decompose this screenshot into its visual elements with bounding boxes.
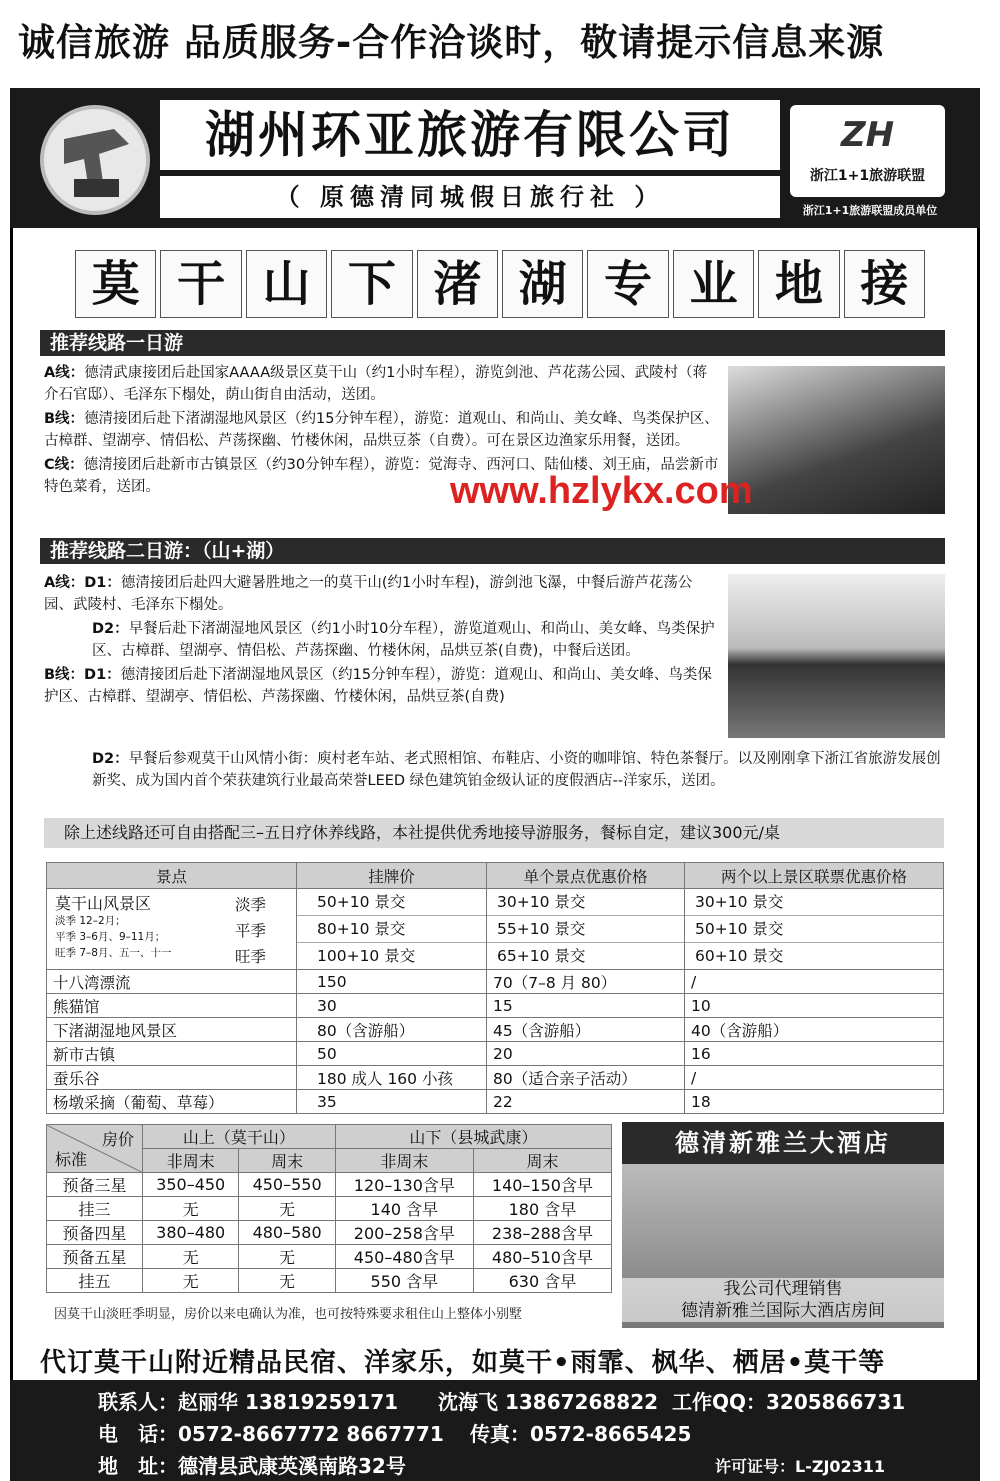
hotel-price-table: 房价 标准 山上（莫干山） 山下（县城武康） 非周末 周末 非周末 周末 预备三星 350–450 450–550 120–130含早 140–150含早 挂三 无 无 140 含早 180 含早 预备四星 380–480 480–580 200–258含早 238–288含早 预备五星 无 无 450–480含早 480–510含早 挂五 无 无 550 含早 630 含早: [46, 1124, 612, 1293]
slogan-char: 地: [758, 250, 839, 318]
section-twoday-title: 推荐线路二日游：（山+湖）: [40, 538, 945, 564]
booking-line: 代订莫干山附近精品民宿、洋家乐，如莫干•雨霏、枫华、栖居•莫干等: [40, 1348, 886, 1378]
alliance-mark-icon: ZH: [840, 115, 895, 155]
company-logo: [40, 105, 150, 215]
contact-person-2: 沈海飞 13867268822: [438, 1390, 659, 1414]
slogan-char: 专: [587, 250, 668, 318]
alliance-logo: [790, 105, 945, 197]
route-c: C线：德清接团后赴新市古镇景区（约30分钟车程），游览：觉海寺、西河口、陆仙楼、刘王庙，品尝新市特色菜肴，送团。: [44, 457, 719, 495]
route-b-d2: D2：早餐后参观莫干山风情小街：庾村老车站、老式照相馆、布鞋店、小资的咖啡馆、特色茶餐厅。以及刚刚拿下浙江省旅游发展创新奖、成为国内首个荣获建筑行业最高荣誉LEED 绿色建筑铂金级认证的度假酒店--洋家乐，送团。: [92, 751, 941, 789]
license-number: 许可证号：L-ZJ02311: [715, 1457, 886, 1476]
table-row: 下渚湖湿地风景区 80（含游船） 45（含游船） 40（含游船）: [47, 1018, 944, 1042]
slogan-char: 干: [160, 250, 241, 318]
price-table: 景点 挂牌价 单个景点优惠价格 两个以上景区联票优惠价格 莫干山风景区 淡季 12–2月； 平季 3–6月、9–11月； 旺季 7–8月、五一、十一 淡季 平季 旺季 50+10 景交 80+10 景交 100+10 景交 30+10 景交 55+10 景交 65+10 景交 30+10 景交 50+10 景交 60+10 景交 十八湾漂流 150 70（7–8 月 80） / 熊猫馆 30 15 10 下渚湖湿地风景区 80（含游船） 45（含游船） 40（含游船） 新市古镇 50 20 16 蚕乐谷 180 成人 160 小孩 80（适合亲子活动） / 杨墩采摘（葡萄、草莓） 35 22 18: [46, 862, 944, 1114]
alliance-name: 浙江1+1旅游联盟: [809, 168, 926, 184]
route-b: B线：德清接团后赴下渚湖湿地风景区（约15分钟车程），游览：道观山、和尚山、美女峰、鸟类保护区、古樟群、望湖亭、情侣松、芦荡探幽、竹楼休闲，品烘豆茶（自费）。可在景区边渔家乐用餐，送团。: [44, 411, 719, 449]
alliance-note: 浙江1+1旅游联盟成员单位: [802, 204, 938, 217]
route-b-d1: B线：D1：德清接团后赴下渚湖湿地风景区（约15分钟车程），游览：道观山、和尚山、美女峰、鸟类保护区、古樟群、望湖亭、情侣松、芦荡探幽、竹楼休闲，品烘豆茶(自费): [44, 667, 712, 705]
top-banner: 诚信旅游 品质服务-合作洽谈时，敬请提示信息来源: [18, 21, 885, 64]
table-row: 预备四星 380–480 480–580 200–258含早 238–288含早: [47, 1221, 612, 1245]
website-watermark: www.hzlykx.com: [450, 470, 753, 512]
table-row: 挂五 无 无 550 含早 630 含早: [47, 1269, 612, 1293]
contact-qq: 工作QQ：3205866731: [672, 1390, 906, 1414]
contact-tel: 电 话：0572-8667772 8667771: [98, 1422, 444, 1446]
hotel-ad-caption: 我公司代理销售 德清新雅兰国际大酒店房间: [622, 1278, 944, 1322]
table-row: 新市古镇 50 20 16: [47, 1042, 944, 1066]
route-a-d1: A线：D1：德清接团后赴四大避暑胜地之一的莫干山(约1小时车程)，游剑池飞瀑，中餐后游芦花荡公园、武陵村、毛泽东下榻处。: [44, 575, 693, 613]
xiazhu-lake-photo: [728, 574, 945, 738]
contact-address: 地 址：德清县武康英溪南路32号: [98, 1454, 406, 1478]
slogan-char: 接: [844, 250, 925, 318]
mogan-statue-photo: [728, 366, 945, 514]
table-row: 熊猫馆 30 15 10: [47, 994, 944, 1018]
route-a-d2: D2：早餐后赴下渚湖湿地风景区（约1小时10分车程），游览道观山、和尚山、美女峰、鸟类保护区、古樟群、望湖亭、情侣松、芦荡探幽、竹楼休闲，品烘豆茶(自费)，中餐后送团。: [92, 621, 715, 659]
table-row: 蚕乐谷 180 成人 160 小孩 80（适合亲子活动） /: [47, 1066, 944, 1090]
hotel-ad-title: 德清新雅兰大酒店: [622, 1122, 944, 1164]
slogan-char: 湖: [502, 250, 583, 318]
route-a: A线：德清武康接团后赴国家AAAA级景区莫干山（约1小时车程），游览剑池、芦花荡公园、武陵村（蒋介石官邸）、毛泽东下榻处，荫山街自由活动，送团。: [44, 365, 708, 403]
table-row: 十八湾漂流 150 70（7–8 月 80） /: [47, 970, 944, 994]
table-row: 预备三星 350–450 450–550 120–130含早 140–150含早: [47, 1173, 612, 1197]
contact-fax: 传真：0572-8665425: [470, 1422, 692, 1446]
table-row: 杨墩采摘（葡萄、草莓） 35 22 18: [47, 1090, 944, 1114]
extra-routes-note: 除上述线路还可自由搭配三–五日疗休养线路，本社提供优秀地接导游服务，餐标自定，建议300元/桌: [44, 818, 944, 848]
company-former-name: （ 原德清同城假日旅行社 ）: [160, 176, 780, 218]
company-name: 湖州环亚旅游有限公司: [160, 100, 780, 170]
section-oneday-title: 推荐线路一日游: [40, 330, 945, 356]
table-row: 预备五星 无 无 450–480含早 480–510含早: [47, 1245, 612, 1269]
slogan-char: 下: [331, 250, 412, 318]
slogan-char: 业: [673, 250, 754, 318]
hotel-note: 因莫干山淡旺季明显，房价以来电确认为准，也可按特殊要求租住山上整体小别墅: [54, 1307, 523, 1322]
slogan-char: 山: [246, 250, 327, 318]
twoday-routes: [44, 572, 720, 708]
slogan: [75, 250, 925, 318]
contact-person: 联系人：赵丽华 13819259171: [98, 1390, 399, 1414]
slogan-char: 渚: [417, 250, 498, 318]
mogan-cell: 莫干山风景区 淡季 12–2月； 平季 3–6月、9–11月； 旺季 7–8月、五一、十一 淡季 平季 旺季: [47, 889, 297, 970]
contact-bar: [10, 1380, 980, 1481]
table-row: 挂三 无 无 140 含早 180 含早: [47, 1197, 612, 1221]
slogan-char: 莫: [75, 250, 156, 318]
